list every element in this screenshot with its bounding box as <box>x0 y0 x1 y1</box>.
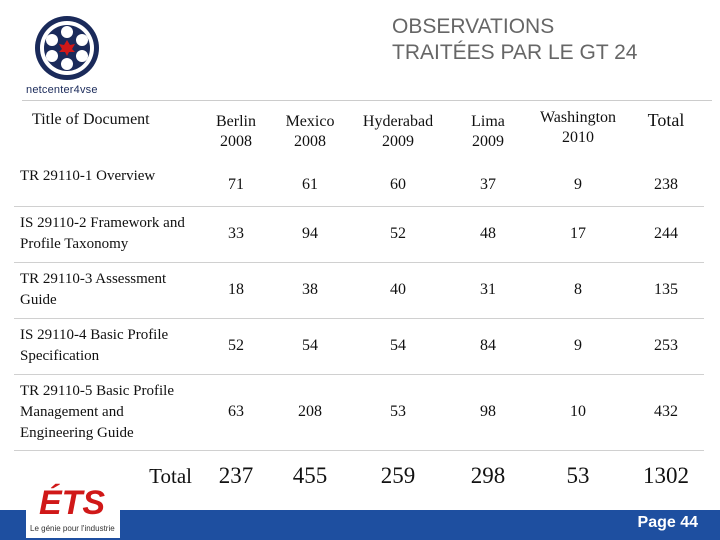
value-cell: 61 <box>272 164 348 206</box>
total-cell: 53 <box>566 463 590 489</box>
netcenter-wordmark: netcenter4vse <box>26 84 98 96</box>
column-header-lima-2009 <box>448 100 528 164</box>
column-header-label: Lima <box>471 113 505 130</box>
page-number: Page 44 <box>637 514 698 531</box>
value-cell: 10 <box>528 374 628 450</box>
column-header-label: Mexico <box>285 113 335 130</box>
value-cell: 40 <box>348 262 448 318</box>
column-header-year: 2009 <box>382 133 414 150</box>
value-cell: 9 <box>528 318 628 374</box>
value-cell: 54 <box>272 318 348 374</box>
column-header-washington-2010 <box>528 100 628 164</box>
value-cell: 60 <box>348 164 448 206</box>
grand-total-cell: 1302 <box>643 463 689 489</box>
slide-title <box>392 14 712 66</box>
value-cell: 71 <box>200 164 272 206</box>
document-title-cell: TR 29110-5 Basic Profile Management and Engineering Guide <box>14 374 200 450</box>
document-title-cell: TR 29110-3 Assessment Guide <box>14 262 200 318</box>
row-total-cell: 238 <box>628 164 704 206</box>
column-header-label: Washington <box>539 109 617 126</box>
netcenter-logo <box>22 14 132 100</box>
value-cell: 208 <box>272 374 348 450</box>
row-total-cell: 244 <box>628 206 704 262</box>
value-cell: 63 <box>200 374 272 450</box>
value-cell: 18 <box>200 262 272 318</box>
observations-table <box>14 100 704 502</box>
value-cell: 38 <box>272 262 348 318</box>
row-total-cell: 432 <box>628 374 704 450</box>
document-title-cell: IS 29110-4 Basic Profile Specification <box>14 318 200 374</box>
column-header-label: Hyderabad <box>362 113 434 130</box>
column-header-title-of-document <box>14 100 200 164</box>
table-row <box>14 206 704 262</box>
table-row <box>14 374 704 450</box>
slide-title-line-2: TRAITÉES PAR LE GT 24 <box>392 41 638 64</box>
value-cell: 8 <box>528 262 628 318</box>
table-header-row <box>14 100 704 164</box>
column-header-mexico-2008 <box>272 100 348 164</box>
value-cell: 53 <box>348 374 448 450</box>
row-total-cell: 253 <box>628 318 704 374</box>
value-cell: 54 <box>348 318 448 374</box>
value-cell: 94 <box>272 206 348 262</box>
value-cell: 84 <box>448 318 528 374</box>
value-cell: 17 <box>528 206 628 262</box>
slide-title-line-1: OBSERVATIONS <box>392 15 555 38</box>
document-title-cell: TR 29110-1 Overview <box>14 164 200 206</box>
total-cell: 298 <box>470 463 506 489</box>
ets-logo-wordmark: ÉTS <box>38 484 106 522</box>
total-row-label: Total <box>149 463 192 488</box>
ets-logo <box>26 476 120 538</box>
column-header-berlin-2008 <box>200 100 272 164</box>
document-title-cell: IS 29110-2 Framework and Profile Taxonomy <box>14 206 200 262</box>
value-cell: 48 <box>448 206 528 262</box>
value-cell: 31 <box>448 262 528 318</box>
column-header-label: Berlin <box>216 113 256 130</box>
table-row <box>14 262 704 318</box>
column-header-total <box>628 100 704 164</box>
column-header-year: 2008 <box>294 133 326 150</box>
table-row <box>14 164 704 206</box>
total-cell: 259 <box>380 463 416 489</box>
row-total-cell: 135 <box>628 262 704 318</box>
netcenter-logo-icon <box>22 14 132 84</box>
ets-tagline: Le génie pour l'industrie <box>30 524 115 533</box>
ets-logo-icon <box>26 476 120 524</box>
value-cell: 33 <box>200 206 272 262</box>
value-cell: 52 <box>200 318 272 374</box>
total-cell: 237 <box>218 463 254 489</box>
total-cell: 455 <box>292 463 328 489</box>
column-header-hyderabad-2009 <box>348 100 448 164</box>
value-cell: 37 <box>448 164 528 206</box>
column-header-label: Total <box>647 110 685 130</box>
value-cell: 9 <box>528 164 628 206</box>
column-header-year: 2008 <box>220 133 252 150</box>
column-header-label: Title of Document <box>32 111 150 128</box>
column-header-year: 2010 <box>562 129 594 146</box>
value-cell: 98 <box>448 374 528 450</box>
table-row <box>14 318 704 374</box>
value-cell: 52 <box>348 206 448 262</box>
column-header-year: 2009 <box>472 133 504 150</box>
